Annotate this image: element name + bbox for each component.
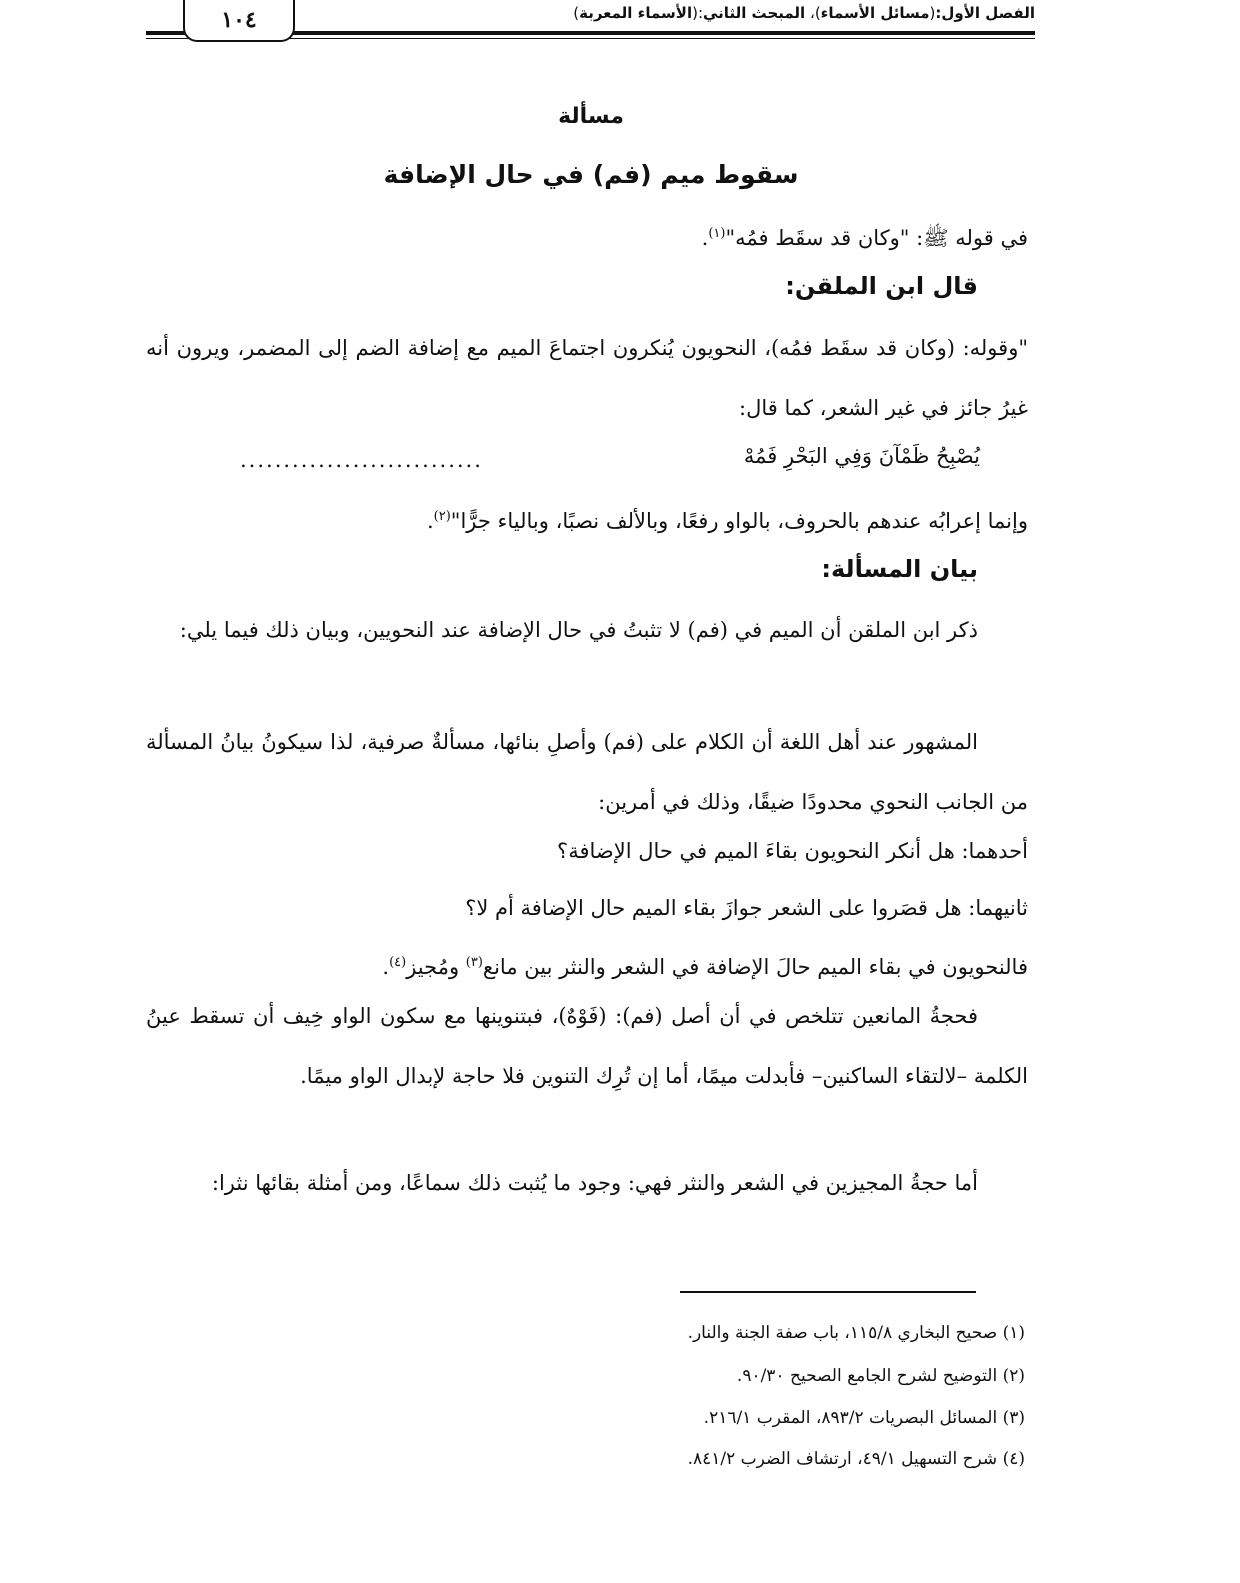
verse-hemistich: يُصْبِحُ ظَمْآنَ وَفِي البَحْرِ فَمُهْ: [743, 444, 980, 468]
paragraph-3-b: ومُجيز: [406, 955, 466, 979]
hadith-line: [702, 219, 1028, 253]
section-label: مسألة: [558, 104, 624, 129]
quote-end-dot: .: [426, 509, 434, 533]
explanation-heading: بيان المسألة:: [821, 555, 978, 583]
paragraph-4: فحجةُ المانعين تتلخص في أن أصل (فم): (فَوْهٌ)، فبتنوينها مع سكون الواو خِيف أن تسقط عينُ الكلمة –لالتقاء الساكنين– فأبدلت ميمًا، أما إن تُرِك التنوين فلا حاجة لإبدال الواو ميمًا.: [146, 1004, 1028, 1088]
question-2: ثانيهما: هل قصَروا على الشعر جوازَ بقاء الميم حال الإضافة أم لا؟: [465, 896, 1028, 920]
footnote-2: (٢) التوضيح لشرح الجامع الصحيح ٩٠/٣٠.: [736, 1366, 1025, 1386]
running-header: [0, 0, 1240, 60]
header-paren-open: (: [929, 4, 936, 22]
footnote-1: (١) صحيح البخاري ١١٥/٨، باب صفة الجنة والنار.: [687, 1323, 1025, 1343]
header-title: [573, 4, 1035, 22]
hadith-end: .: [701, 226, 709, 250]
header-chapter: الفصل الأول:: [935, 4, 1035, 22]
page-title: سقوط ميم (فم) في حال الإضافة: [383, 160, 799, 189]
header-section2: المبحث الثاني: [703, 4, 806, 22]
footnote-4: (٤) شرح التسهيل ٤٩/١، ارتشاف الضرب ٨٤١/٢.: [687, 1449, 1025, 1469]
paragraph-3-a: فالنحويون في بقاء الميم حالَ الإضافة في الشعر والنثر بين مانع: [482, 955, 1028, 979]
verse-dots: ............................: [240, 448, 483, 472]
header-section-end: ): [573, 4, 580, 22]
footnote-ref-1[interactable]: (١): [708, 226, 726, 241]
quote-paragraph: "وقوله: (وكان قد سقَط فمُه)، النحويون يُنكرون اجتماعَ الميم مع إضافة الضم إلى المضمر، ويرون أنه غيرُ جائز في غير الشعر، كما قال:: [146, 336, 1028, 420]
question-1: أحدهما: هل أنكر النحويون بقاءَ الميم في حال الإضافة؟: [557, 839, 1028, 863]
paragraph-1: ذكر ابن الملقن أن الميم في (فم) لا تثبتُ في حال الإضافة عند النحويين، وبيان ذلك فيما يلي:: [179, 618, 978, 642]
header-section-sep: )،: [805, 4, 821, 22]
footnote-3: (٣) المسائل البصريات ٨٩٣/٢، المقرب ٢١٦/١.: [703, 1408, 1025, 1428]
quote-heading: قال ابن الملقن:: [785, 272, 978, 300]
header-section3: الأسماء المعربة: [579, 4, 693, 22]
footnote-separator: [680, 1291, 976, 1293]
paragraph-3: [382, 948, 1028, 982]
footnote-ref-2[interactable]: (٢): [433, 509, 451, 524]
quote-end-line: [427, 502, 1028, 536]
header-section1: مسائل الأسماء: [820, 4, 930, 22]
quote-end-text: وإنما إعرابُه عندهم بالحروف، بالواو رفعًا، وبالألف نصبًا، وبالياء جرًّا": [450, 509, 1028, 533]
header-section2-sep: :(: [692, 4, 703, 22]
poetry-verse: [240, 444, 980, 484]
hadith-text: في قوله ﷺ: "وكان قد سقَط فمُه": [725, 226, 1028, 250]
paragraph-2: المشهور عند أهل اللغة أن الكلام على (فم) وأصلِ بنائها، مسألةٌ صرفية، لذا سيكونُ بيانُ المسألة من الجانب النحوي محدودًا ضيقًا، وذلك في أمرين:: [146, 730, 1028, 814]
paragraph-5: أما حجةُ المجيزين في الشعر والنثر فهي: وجود ما يُثبت ذلك سماعًا، ومن أمثلة بقائها نثرا:: [211, 1171, 978, 1195]
footnote-ref-4[interactable]: (٤): [389, 955, 407, 970]
page-number: ١٠٤: [183, 0, 295, 42]
paragraph-3-c: .: [382, 955, 390, 979]
footnote-ref-3[interactable]: (٣): [465, 955, 483, 970]
